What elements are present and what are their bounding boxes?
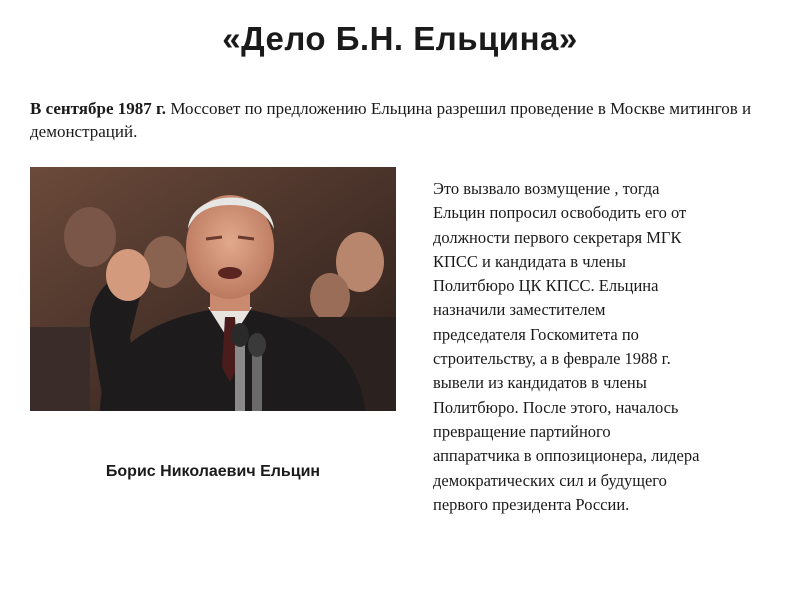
body-line: председателя Госкомитета по bbox=[433, 324, 639, 344]
body-line: Политбюро ЦК КПСС. Ельцина bbox=[433, 276, 659, 296]
body-line: назначили заместителем bbox=[433, 300, 606, 320]
body-line: превращение партийного bbox=[433, 421, 611, 441]
body-line: Политбюро. После этого, началось bbox=[433, 397, 679, 417]
body-line: Это вызвало возмущение , тогда bbox=[433, 179, 660, 198]
body-line: КПСС и кандидата в члены bbox=[433, 251, 626, 271]
body-line: вывели из кандидатов в члены bbox=[433, 373, 647, 393]
slide-title: «Дело Б.Н. Ельцина» bbox=[222, 20, 578, 57]
body-line: должности первого секретаря МГК bbox=[433, 227, 682, 247]
photo-caption: Борис Николаевич Ельцин bbox=[105, 463, 321, 480]
body-line: демократических сил и будущего bbox=[433, 470, 667, 490]
body-line: первого президента России. bbox=[433, 494, 630, 514]
yeltsin-photo bbox=[30, 167, 396, 411]
body-line: Ельцин попросил освободить его от bbox=[433, 203, 687, 223]
intro-date: В сентябре 1987 г. bbox=[30, 99, 167, 118]
body-paragraph bbox=[433, 177, 783, 517]
body-line: строительству, а в феврале 1988 г. bbox=[433, 349, 671, 369]
body-line: аппаратчика в оппозиционера, лидера bbox=[433, 446, 700, 466]
intro-text: Моссовет по предложению Ельцина разрешил проведение в Москве митингов и демонстраций. bbox=[30, 99, 752, 141]
intro-paragraph bbox=[30, 97, 780, 143]
